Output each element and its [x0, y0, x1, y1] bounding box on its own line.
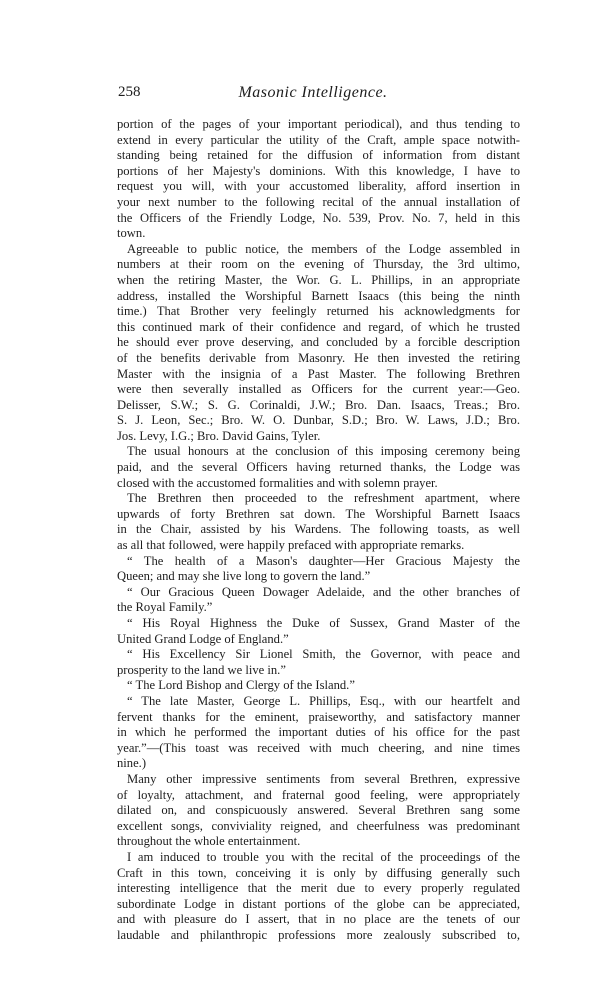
- text-line: dilated on, and conspicuously answered. Several Brethren sang some: [117, 803, 520, 818]
- text-line: laudable and philanthropic professions more zealously subscribed to,: [117, 927, 520, 942]
- text-line: numbers at their room on the evening of Thursday, the 3rd ultimo,: [117, 257, 520, 272]
- text-line: United Grand Lodge of England.”: [117, 631, 289, 646]
- text-line: nine.): [117, 756, 147, 771]
- text-line: as all that followed, were happily prefaced with appropriate remarks.: [117, 538, 465, 553]
- text-line: and with pleasure do I assert, that in no place are the tenets of our: [117, 912, 520, 927]
- text-line: request you will, with your accustomed liberality, afford insertion in: [117, 179, 520, 194]
- text-line: portion of the pages of your important periodical), and thus tending to: [117, 117, 520, 131]
- text-line: “ The health of a Mason's daughter—Her Gracious Majesty the: [127, 553, 520, 568]
- text-line: Master with the insignia of a Past Master. The following Brethren: [117, 366, 520, 381]
- running-title: Masonic Intelligence.: [238, 84, 388, 101]
- text-line: Many other impressive sentiments from several Brethren, expressive: [127, 771, 520, 786]
- text-line: “ The Lord Bishop and Clergy of the Island.”: [127, 678, 355, 693]
- text-line: upwards of forty Brethren sat down. The Worshipful Barnett Isaacs: [117, 506, 520, 521]
- text-line: “ The late Master, George L. Phillips, Esq., with our heartfelt and: [127, 693, 520, 708]
- text-line: the Officers of the Friendly Lodge, No. 539, Prov. No. 7, held in this: [117, 210, 520, 225]
- text-line: The Brethren then proceeded to the refreshment apartment, where: [127, 491, 520, 506]
- text-line: subordinate Lodge in distant portions of the globe can be appreciated,: [117, 896, 520, 911]
- text-line: closed with the accustomed formalities and with solemn prayer.: [117, 475, 438, 490]
- text-line: in which he performed the important duties of his office for the past: [117, 725, 520, 740]
- text-line: S. J. Leon, Sec.; Bro. W. O. Dunbar, S.D.; Bro. W. Laws, J.D.; Bro.: [117, 413, 520, 428]
- text-line: Queen; and may she live long to govern the land.”: [117, 569, 371, 584]
- text-line: excellent songs, conviviality reigned, and cheerfulness was predominant: [117, 818, 520, 833]
- text-line: Jos. Levy, I.G.; Bro. David Gains, Tyler.: [117, 428, 321, 443]
- text-line: I am induced to trouble you with the recital of the proceedings of the: [127, 849, 520, 864]
- text-line: this continued mark of their confidence and regard, of which he trusted: [117, 319, 520, 334]
- page-header: [118, 84, 508, 104]
- text-line: Craft in this town, conceiving it is only by diffusing generally such: [117, 865, 520, 880]
- text-line: Delisser, S.W.; S. G. Corinaldi, J.W.; Bro. Dan. Isaacs, Treas.; Bro.: [117, 397, 520, 412]
- text-line: of loyalty, attachment, and fraternal good feeling, were appropriately: [117, 787, 520, 802]
- text-line: fervent thanks for the eminent, praiseworthy, and satisfactory manner: [117, 709, 520, 724]
- text-line: the Royal Family.”: [117, 600, 213, 615]
- text-line: extend in every particular the utility of the Craft, ample space notwith-: [117, 132, 520, 147]
- text-line: interesting intelligence that the merit due to every properly regulated: [117, 881, 520, 896]
- text-line: of the benefits derivable from Masonry. He then invested the retiring: [117, 350, 520, 365]
- text-line: paid, and the several Officers having returned thanks, the Lodge was: [117, 460, 520, 475]
- text-line: standing being retained for the diffusion of information from distant: [117, 148, 520, 163]
- text-line: The usual honours at the conclusion of this imposing ceremony being: [127, 444, 520, 459]
- text-line: town.: [117, 226, 146, 241]
- text-line: were then severally installed as Officers for the current year:—Geo.: [117, 382, 520, 397]
- text-line: “ His Excellency Sir Lionel Smith, the Governor, with peace and: [127, 647, 520, 662]
- text-line: your next number to the following recital of the annual installation of: [117, 194, 520, 209]
- text-line: “ His Royal Highness the Duke of Sussex, Grand Master of the: [127, 616, 520, 630]
- text-line: Agreeable to public notice, the members of the Lodge assembled in: [127, 241, 520, 256]
- text-line: “ Our Gracious Queen Dowager Adelaide, and the other branches of: [127, 584, 520, 599]
- text-line: he should ever prove deserving, and concluded by a forcible description: [117, 335, 520, 350]
- text-line: in the Chair, assisted by his Wardens. The following toasts, as well: [117, 522, 520, 537]
- text-line: time.) That Brother very feelingly returned his acknowledgments for: [117, 304, 520, 319]
- text-line: year.”—(This toast was received with much cheering, and nine times: [117, 740, 520, 755]
- text-line: when the retiring Master, the Wor. G. L. Phillips, in an appropriate: [117, 272, 520, 287]
- text-line: address, installed the Worshipful Barnett Isaacs (this being the ninth: [117, 288, 520, 303]
- text-line: throughout the whole entertainment.: [117, 834, 301, 849]
- body-text: [117, 117, 520, 943]
- text-line: prosperity to the land we live in.”: [117, 662, 286, 677]
- text-line: portions of her Majesty's dominions. With this knowledge, I have to: [117, 163, 520, 178]
- page-number: 258: [118, 84, 141, 100]
